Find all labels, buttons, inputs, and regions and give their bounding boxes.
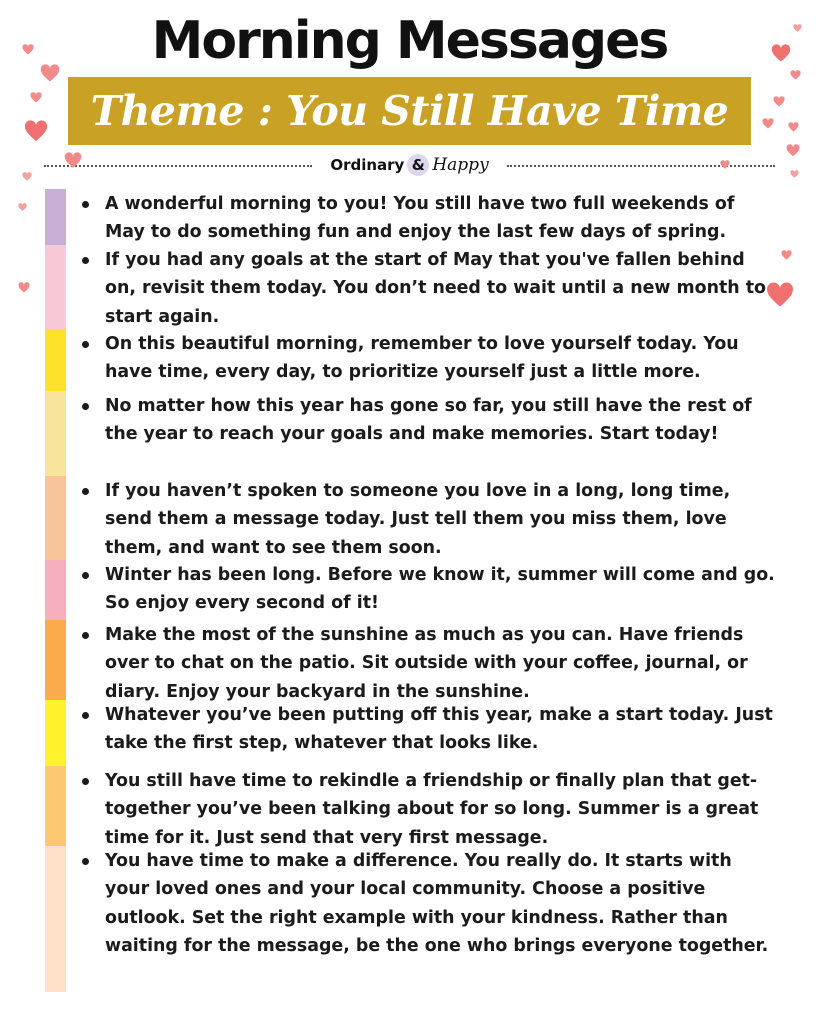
brand-word-happy: Happy: [432, 155, 489, 175]
heart-icon: [22, 172, 32, 182]
stripe-10: [45, 846, 66, 992]
bullet-icon: [82, 858, 89, 865]
bullet-icon: [82, 778, 89, 785]
bullet-icon: [82, 572, 89, 579]
heart-icon: [24, 120, 48, 144]
bullet-icon: [82, 403, 89, 410]
brand-divider: [44, 152, 775, 178]
message-item: If you haven’t spoken to someone you love in a long, long time, send them a message today. Just tell them you miss them, love them, and want to see them soon.: [80, 477, 780, 561]
heart-icon: [762, 118, 774, 130]
heart-icon: [773, 96, 785, 108]
heart-icon: [30, 92, 42, 104]
heart-icon: [771, 44, 791, 64]
brand-logo: [312, 154, 506, 176]
message-item: You still have time to rekindle a friendship or finally plan that get-together you’ve been talking about for so long. Summer is a great time for it. Just send that very first message.: [80, 767, 780, 847]
theme-banner: [68, 77, 751, 145]
message-item: Whatever you’ve been putting off this year, make a start today. Just take the first step, whatever that looks like.: [80, 701, 780, 767]
bullet-icon: [82, 488, 89, 495]
stripe-8: [45, 700, 66, 766]
message-item: On this beautiful morning, remember to love yourself today. You have time, every day, to prioritize yourself just a little more.: [80, 330, 780, 392]
bullet-icon: [82, 341, 89, 348]
message-item: You have time to make a difference. You really do. It starts with your loved ones and your local community. Choose a positive outlook. Set the right example with your kindness. Rather than waiting for the message, be the one who brings everyone together.: [80, 847, 780, 993]
heart-icon: [766, 282, 794, 310]
heart-icon: [790, 70, 801, 81]
stripe-5: [45, 476, 66, 560]
heart-icon: [793, 24, 802, 33]
heart-icon: [18, 282, 30, 294]
stripe-6: [45, 560, 66, 620]
bullet-icon: [82, 632, 89, 639]
heart-icon: [64, 152, 82, 170]
heart-icon: [720, 160, 730, 170]
heart-icon: [22, 44, 34, 56]
message-item: Make the most of the sunshine as much as you can. Have friends over to chat on the patio. Sit outside with your coffee, journal, or diary. Enjoy your backyard in the sunshine.: [80, 621, 780, 701]
stripe-9: [45, 766, 66, 846]
stripe-1: [45, 189, 66, 245]
brand-ampersand: &: [407, 154, 429, 176]
message-item: No matter how this year has gone so far, you still have the rest of the year to reach your goals and make memories. Start today!: [80, 392, 780, 477]
theme-text: Theme : You Still Have Time: [90, 87, 729, 135]
message-item: If you had any goals at the start of May that you've fallen behind on, revisit them today. You don’t need to wait until a new month to start again.: [80, 246, 780, 330]
stripe-7: [45, 620, 66, 700]
heart-icon: [781, 250, 792, 261]
message-list: [80, 190, 780, 993]
heart-icon: [18, 203, 27, 212]
bullet-icon: [82, 201, 89, 208]
dotted-line-left: [44, 165, 312, 167]
heart-icon: [786, 144, 800, 158]
brand-word-ordinary: Ordinary: [330, 156, 405, 174]
page-title: Morning Messages: [151, 11, 668, 71]
message-item: A wonderful morning to you! You still have two full weekends of May to do something fun and enjoy the last few days of spring.: [80, 190, 780, 246]
message-item: Winter has been long. Before we know it, summer will come and go. So enjoy every second of it!: [80, 561, 780, 621]
heart-icon: [40, 64, 60, 84]
stripe-4: [45, 391, 66, 476]
stripe-2: [45, 245, 66, 329]
dotted-line-right: [507, 165, 775, 167]
heart-icon: [788, 122, 799, 133]
bullet-icon: [82, 712, 89, 719]
bullet-icon: [82, 257, 89, 264]
heart-icon: [790, 170, 799, 179]
stripe-3: [45, 329, 66, 391]
